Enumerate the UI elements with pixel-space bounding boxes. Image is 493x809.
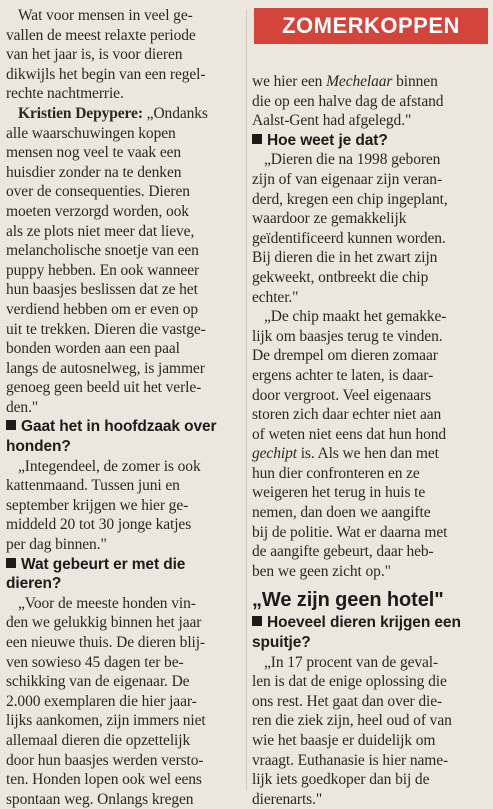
text-line: „De chip maakt het gemakke-: [264, 308, 447, 326]
question-text: Wat gebeurt er met die: [21, 555, 186, 573]
text-span: we hier een: [252, 73, 327, 90]
text-line: bonden worden aan een paal: [6, 340, 180, 358]
text-line: „Dieren die na 1998 geboren: [264, 151, 441, 169]
text-line: mensen nog veel te vaak een: [6, 144, 182, 162]
question-text: Gaat het in hoofdzaak over: [21, 418, 217, 436]
text-line: „Ondanks: [142, 104, 208, 122]
text-line: per dag binnen.": [6, 536, 107, 554]
text-line: schikking van de eigenaar. De: [6, 673, 190, 691]
text-line: lijk om baasjes terug te vinden.: [252, 327, 443, 345]
question-text: Hoeveel dieren krijgen een: [267, 614, 461, 632]
question-line: [252, 613, 488, 633]
text-line: den.": [6, 398, 39, 416]
question-line: [6, 417, 242, 437]
question-line: dieren?: [6, 575, 62, 593]
text-line: puppy hebben. En ook wanneer: [6, 261, 200, 279]
text-line: dikwijls het begin van een regel-: [6, 65, 206, 83]
text-line: ben we geen zicht op.": [252, 562, 391, 580]
answer-2: [6, 594, 242, 809]
question-2: [6, 555, 242, 594]
text-line: vallen de meest relaxte periode: [6, 26, 196, 44]
text-line: een nieuwe thuis. De dieren blij-: [6, 634, 205, 651]
text-line: „Voor de meeste honden vin-: [18, 594, 196, 612]
text-line: als ze plots niet meer dat lieve,: [6, 222, 195, 240]
column-divider: [246, 10, 247, 790]
text-line: langs de autosnelweg, is jammer: [6, 359, 205, 377]
question-4: [252, 613, 488, 652]
square-bullet-icon: [6, 558, 16, 568]
text-line: middeld 20 tot 30 jonge katjes: [6, 516, 192, 534]
text-line: melancholische snoetje van een: [6, 242, 199, 260]
text-span: is. Als we hen dan met: [296, 445, 439, 463]
text-line: genoeg geen beeld uit het verle-: [6, 379, 202, 397]
text-line: [252, 72, 488, 92]
text-line: storen zich daar echter niet aan: [252, 406, 442, 424]
answer-4: [252, 307, 488, 581]
text-line: den we gelukkig binnen het jaar: [6, 614, 202, 632]
answer-3: [252, 150, 488, 307]
text-line: spontaan weg. Onlangs kregen: [6, 790, 194, 808]
text-line: dierenarts.": [252, 790, 323, 808]
text-line: uit te trekken. Dieren die vastge-: [6, 320, 206, 338]
text-line: of weten niet eens dat hun hond: [252, 425, 447, 443]
text-line: gekweekt, ontbreekt die chip: [252, 268, 429, 286]
question-line: [6, 555, 242, 575]
intro-paragraph: [6, 6, 242, 104]
square-bullet-icon: [252, 616, 262, 626]
text-line: hun baasjes beslissen dat ze het: [6, 281, 198, 299]
text-line: die op een halve dag de afstand: [252, 92, 444, 110]
text-span: binnen: [392, 73, 438, 90]
text-line: bij de politie. Wat er daarna met: [252, 523, 448, 541]
text-line: allemaal dieren die opzettelijk: [6, 731, 191, 749]
text-line: door hun baasjes werden versto-: [6, 751, 204, 769]
text-line: „Integendeel, de zomer is ook: [18, 457, 201, 475]
text-line: wie het baasje er duidelijk om: [252, 732, 436, 749]
text-line: „In 17 procent van de geval-: [264, 653, 439, 671]
text-line: ons rest. Het gaat dan over die-: [252, 692, 443, 710]
text-line: huisdier zonder na te denken: [6, 163, 182, 181]
question-text: Hoe weet je dat?: [267, 131, 388, 149]
answer-5: [252, 653, 488, 809]
text-line: Aalst-Gent had afgelegd.": [252, 112, 412, 130]
text-line: nemen, dan doen we aangifte: [252, 504, 431, 522]
text-line: rechte nachtmerrie.: [6, 85, 124, 103]
section-banner: ZOMERKOPPEN: [254, 8, 488, 44]
text-line: 2.000 exemplaren die hier jaar-: [6, 692, 197, 710]
answer-1: [6, 457, 242, 555]
text-line: van het jaar is, is voor dieren: [6, 46, 183, 64]
text-line: echter.": [252, 288, 299, 306]
text-line: zijn of van eigenaar zijn veran-: [252, 170, 443, 188]
emphasis-text: Mechelaar: [326, 73, 393, 90]
text-line: waardoor ze gemakkelijk: [252, 210, 407, 228]
text-line: ten. Honden lopen ook wel eens: [6, 771, 202, 789]
text-line: ven sowieso 45 dagen ter be-: [6, 653, 184, 671]
text-line: kattenmaand. Tussen juni en: [6, 477, 180, 495]
text-line: len is dat de enige oplossing die: [252, 673, 447, 691]
text-line: ergens achter te laten, is daar-: [252, 366, 434, 384]
text-line: de aangifte gebeurt, daar heb-: [252, 543, 434, 561]
speaker-paragraph: [6, 104, 242, 418]
text-line: [252, 444, 488, 464]
text-line: geïdentificeerd kunnen worden.: [252, 229, 446, 247]
text-line: weigeren het terug in huis te: [252, 484, 426, 502]
text-line: Wat voor mensen in veel ge-: [18, 7, 193, 24]
text-line: verdiend hebben om er even op: [6, 300, 199, 318]
left-column: [6, 6, 242, 809]
question-1: [6, 417, 242, 456]
text-line: derd, kregen een chip ingeplant,: [252, 190, 448, 208]
text-line: alle waarschuwingen kopen: [6, 124, 176, 142]
text-line: lijk iets goedkoper dan bij de: [252, 771, 430, 789]
question-line: spuitje?: [252, 634, 311, 652]
text-line: september krijgen we hier ge-: [6, 496, 189, 514]
text-line: vraagt. Euthanasie is hier name-: [252, 751, 449, 769]
text-line: Bij dieren die in het zwart zijn: [252, 249, 438, 267]
speaker-line: [6, 104, 242, 124]
text-line: over de consequenties. Dieren: [6, 183, 190, 201]
square-bullet-icon: [6, 420, 16, 430]
square-bullet-icon: [252, 134, 262, 144]
subheading: „We zijn geen hotel": [252, 589, 444, 612]
right-column: [252, 72, 488, 809]
text-line: moeten verzorgd worden, ook: [6, 202, 189, 220]
question-line: honden?: [6, 438, 71, 456]
emphasis-text: gechipt: [252, 445, 297, 463]
text-line: hun dier confronteren en ze: [252, 464, 420, 482]
text-line: lijks aankomen, zijn immers niet: [6, 712, 206, 730]
text-line: ren die ziek zijn, heel oud of van: [252, 712, 452, 730]
speaker-name: Kristien Depypere:: [18, 104, 143, 122]
text-line: De drempel om dieren zomaar: [252, 347, 438, 365]
question-3: [252, 131, 488, 151]
text-line: door vergroot. Veel eigenaars: [252, 386, 432, 404]
